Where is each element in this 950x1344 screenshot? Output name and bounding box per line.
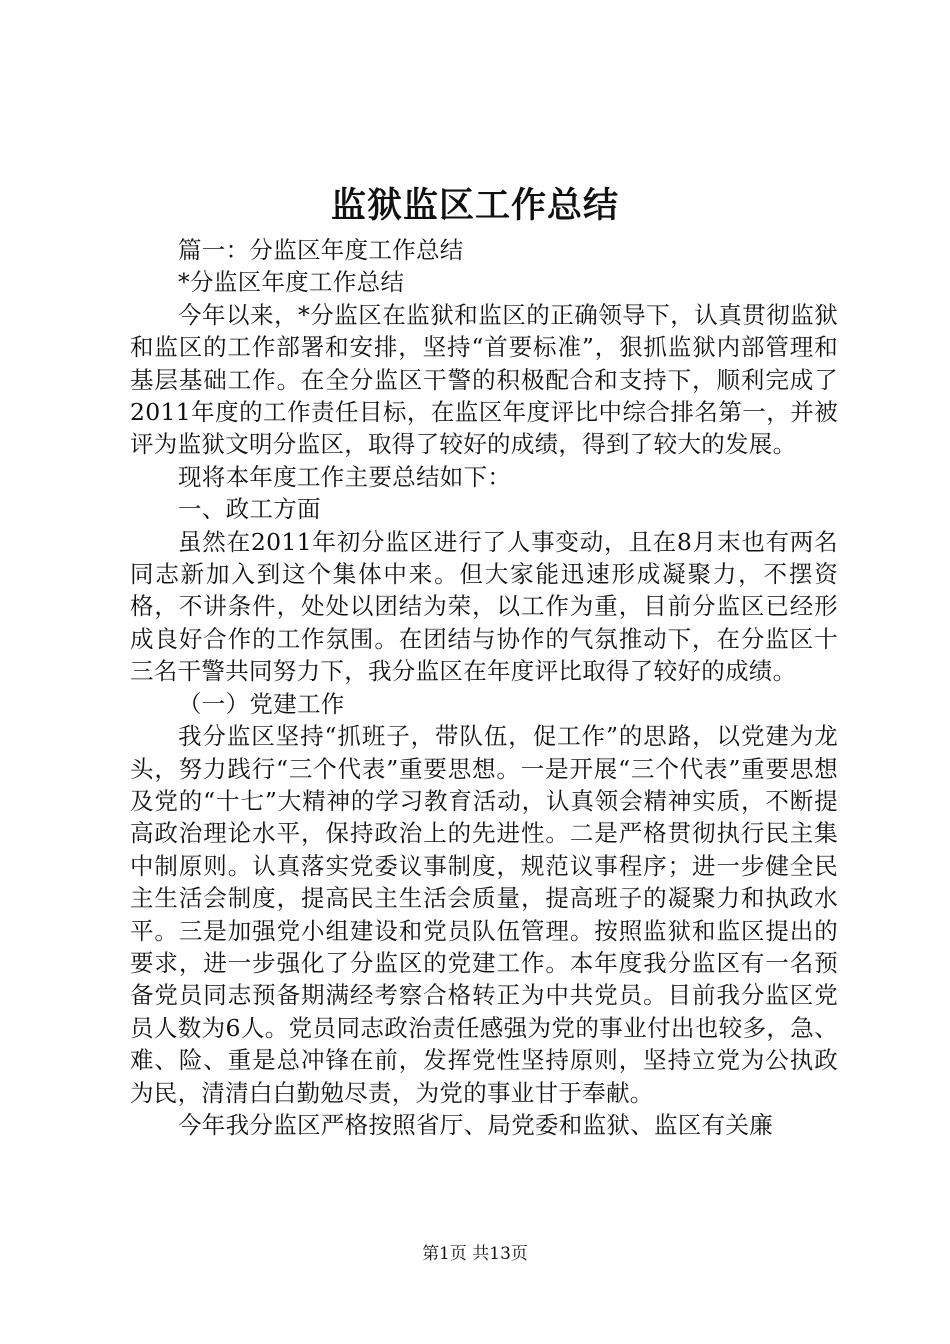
section-heading: 一、政工方面 bbox=[178, 495, 321, 524]
subsection-heading: （一）党建工作 bbox=[178, 689, 345, 718]
paragraph: 虽然在2011年初分监区进行了人事变动，且在8月末也有两名同志新加入到这个集体中来。但大家能迅速形成凝聚力，不摆资格，不讲条件，处处以团结为荣，以工作为重，目前分监区已经形成良好合作的工作氛围。在团结与协作的气氛推动下，在分监区十三名干警共同努力下，我分监区在年度评比取得了较好的成绩。 bbox=[130, 527, 838, 686]
section-heading: 篇一：分监区年度工作总结 bbox=[178, 236, 464, 264]
paragraph: 今年以来，*分监区在监狱和监区的正确领导下，认真贯彻监狱和监区的工作部署和安排，坚持“首要标准”，狠抓监狱内部管理和基层基础工作。在全分监区干警的积极配合和支持下，顺利完成了2011年度的工作责任目标，在监区年度评比中综合排名第一，并被评为监狱文明分监区，取得了较好的成绩，得到了较大的发展。 bbox=[130, 300, 838, 459]
paragraph: 我分监区坚持“抓班子，带队伍，促工作”的思路，以党建为龙头，努力践行“三个代表”重要思想。一是开展“三个代表”重要思想及党的“十七”大精神的学习教育活动，认真领会精神实质，不断提高政治理论水平，保持政治上的先进性。二是严格贯彻执行民主集中制原则。认真落实党委议事制度，规范议事程序；进一步健全民主生活会制度，提高民主生活会质量，提高班子的凝聚力和执政水平。三是加强党小组建设和党员队伍管理。按照监狱和监区提出的要求，进一步强化了分监区的党建工作。本年度我分监区有一名预备党员同志预备期满经考察合格转正为中共党员。目前我分监区党员人数为6人。党员同志政治责任感强为党的事业付出也较多，急、难、险、重是总冲锋在前，发挥党性坚持原则，坚持立党为公执政为民，清清白白勤勉尽责，为党的事业甘于奉献。 bbox=[130, 722, 838, 1107]
document-title: 监狱监区工作总结 bbox=[330, 185, 619, 226]
document-body bbox=[130, 234, 838, 1141]
paragraph: 今年我分监区严格按照省厅、局党委和监狱、监区有关廉 bbox=[178, 1110, 773, 1139]
subsection-heading: *分监区年度工作总结 bbox=[178, 268, 405, 297]
page-number-footer: 第1页 共13页 bbox=[422, 1244, 528, 1264]
paragraph: 现将本年度工作主要总结如下： bbox=[178, 462, 512, 491]
